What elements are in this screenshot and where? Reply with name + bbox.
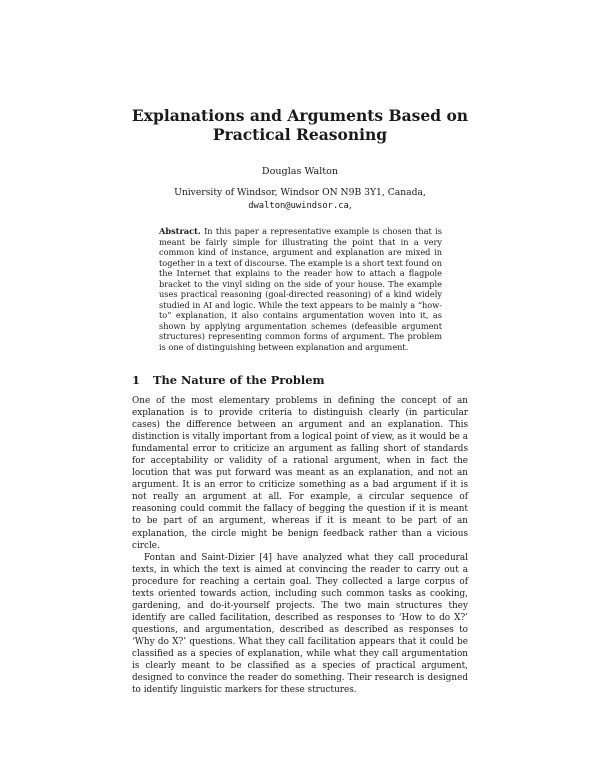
affiliation: University of Windsor, Windsor ON N9B 3Y1, Canada, — [174, 187, 426, 198]
paragraph: One of the most elementary problems in defining the concept of an explanation is to provide criteria to distinguish clearly (in particular cases) the difference between an argument and an explanation. This distinction is vitally important from a logical point of view, as it would be a fundamental error to criticize an argument as falling short of standards for acceptability or validity of a rational argument, when in fact the locution that was put forward was meant as an explanation, and not an argument. It is an error to criticize something as a bad argument if it is not really an argument at all. For example, a circular sequence of reasoning could commit the fallacy of begging the question if it is meant to be part of an argument, whereas if it is meant to be part of an explanation, the circle might be benign feedback rather than a vicious circle. — [132, 396, 468, 551]
author-affiliation-block — [0, 186, 600, 213]
abstract-label: Abstract. — [159, 226, 201, 236]
author-name: Douglas Walton — [261, 166, 339, 177]
email-line — [0, 199, 600, 213]
section-number: 1 — [132, 373, 140, 387]
author-email: dwalton@uwindsor.ca — [248, 201, 349, 211]
abstract-text: In this paper a representative example is chosen that is meant be fairly simple for illustrating the point that in a very common kind of instance, argument and explanation are mixed in together in a text of discourse. The example is a short text found on the Internet that explains to the reader how to attach a flagpole bracket to the vinyl siding on the side of your house. The example uses practical reasoning (goal-directed reasoning) of a kind widely studied in AI and logic. While the text appears to be mainly a “how-to” explanation, it also contains argumentation woven into it, as shown by applying argumentation schemes (defeasible argument structures) representing common forms of argument. The problem is one of distinguishing between explanation and argument. — [159, 226, 443, 353]
section-title: The Nature of the Problem — [153, 373, 325, 387]
abstract — [159, 226, 442, 353]
paragraph: Fontan and Saint-Dizier [4] have analyzed what they call procedural texts, in which the text is aimed at convincing the reader to carry out a procedure for reaching a certain goal. They collected a large corpus of texts oriented towards action, including such common tasks as cooking, gardening, and do-it-yourself projects. The two main structures they identify are called facilitation, described as responses to ‘How to do X?’ questions, and argumentation, described as described as responses to ‘Why do X?’ questions. What they call facilitation appears that it could be classified as a species of explanation, while what they call argumentation is clearly meant to be classified as a species of practical argument, designed to convince the reader do something. Their research is designed to identify linguistic markers for these structures. — [132, 552, 468, 696]
paper-title: Explanations and Arguments Based on Practical Reasoning — [131, 106, 469, 144]
email-suffix: , — [348, 200, 352, 211]
section-body — [132, 395, 468, 696]
section-heading — [132, 373, 325, 387]
